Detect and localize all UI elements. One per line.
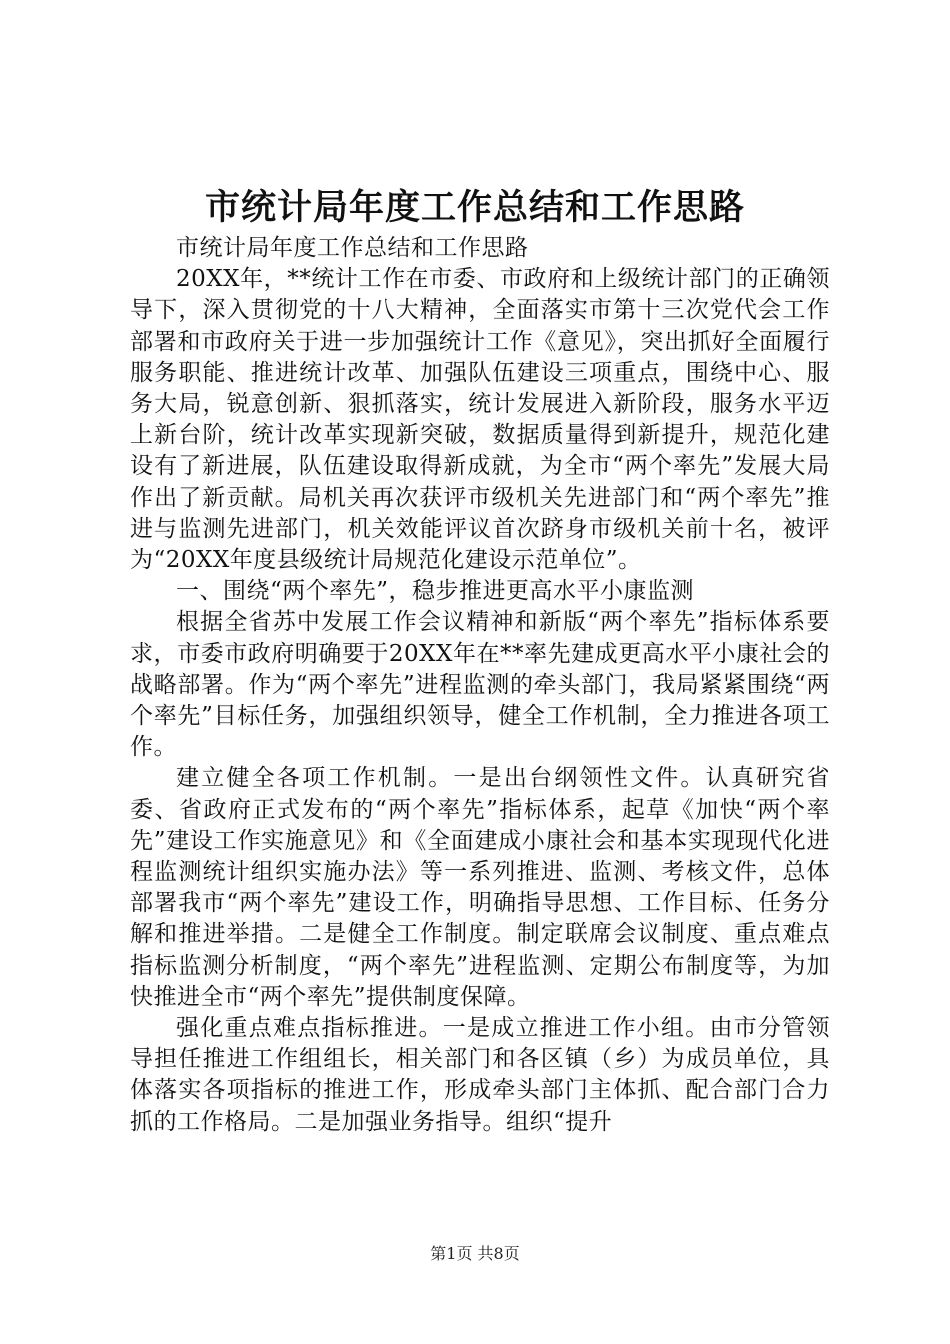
body-paragraph: 根据全省苏中发展工作会议精神和新版“两个率先”指标体系要求，市委市政府明确要于20XX年在**率先建成更高水平小康社会的战略部署。作为“两个率先”进程监测的牵头部门，我局紧紧围绕“两个率先”目标任务，加强组织领导，健全工作机制，全力推进各项工作。 <box>130 609 830 761</box>
page-number: 第1页 共8页 <box>430 1244 520 1263</box>
body-paragraph: 20XX年，**统计工作在市委、市政府和上级统计部门的正确领导下，深入贯彻党的十八大精神，全面落实市第十三次党代会工作部署和市政府关于进一步加强统计工作《意见》，突出抓好全面履行服务职能、推进统计改革、加强队伍建设三项重点，围绕中心、服务大局，锐意创新、狠抓落实，统计发展进入新阶段，服务水平迈上新台阶，统计改革实现新突破，数据质量得到新提升，规范化建设有了新进展，队伍建设取得新成就，为全市“两个率先”发展大局作出了新贡献。局机关再次获评市级机关先进部门和“两个率先”推进与监测先进部门，机关效能评议首次跻身市级机关前十名，被评为“20XX年度县级统计局规范化建设示范单位”。 <box>130 266 830 574</box>
body-paragraph: 建立健全各项工作机制。一是出台纲领性文件。认真研究省委、省政府正式发布的“两个率先”指标体系，起草《加快“两个率先”建设工作实施意见》和《全面建成小康社会和基本实现现代化进程监测统计组织实施办法》等一系列推进、监测、考核文件，总体部署我市“两个率先”建设工作，明确指导思想、工作目标、任务分解和推进举措。二是健全工作制度。制定联席会议制度、重点难点指标监测分析制度，“两个率先”进程监测、定期公布制度等，为加快推进全市“两个率先”提供制度保障。 <box>130 765 830 1010</box>
section-heading: 一、围绕“两个率先”，稳步推进更高水平小康监测 <box>176 578 695 605</box>
document-body <box>130 233 830 1138</box>
body-paragraph: 强化重点难点指标推进。一是成立推进工作小组。由市分管领导担任推进工作组组长，相关部门和各区镇（乡）为成员单位，具体落实各项指标的推进工作，形成牵头部门主体抓、配合部门合力抓的工作格局。二是加强业务指导。组织“提升 <box>130 1015 830 1135</box>
body-paragraph: 市统计局年度工作总结和工作思路 <box>176 235 529 261</box>
document-title: 市统计局年度工作总结和工作思路 <box>204 187 745 228</box>
